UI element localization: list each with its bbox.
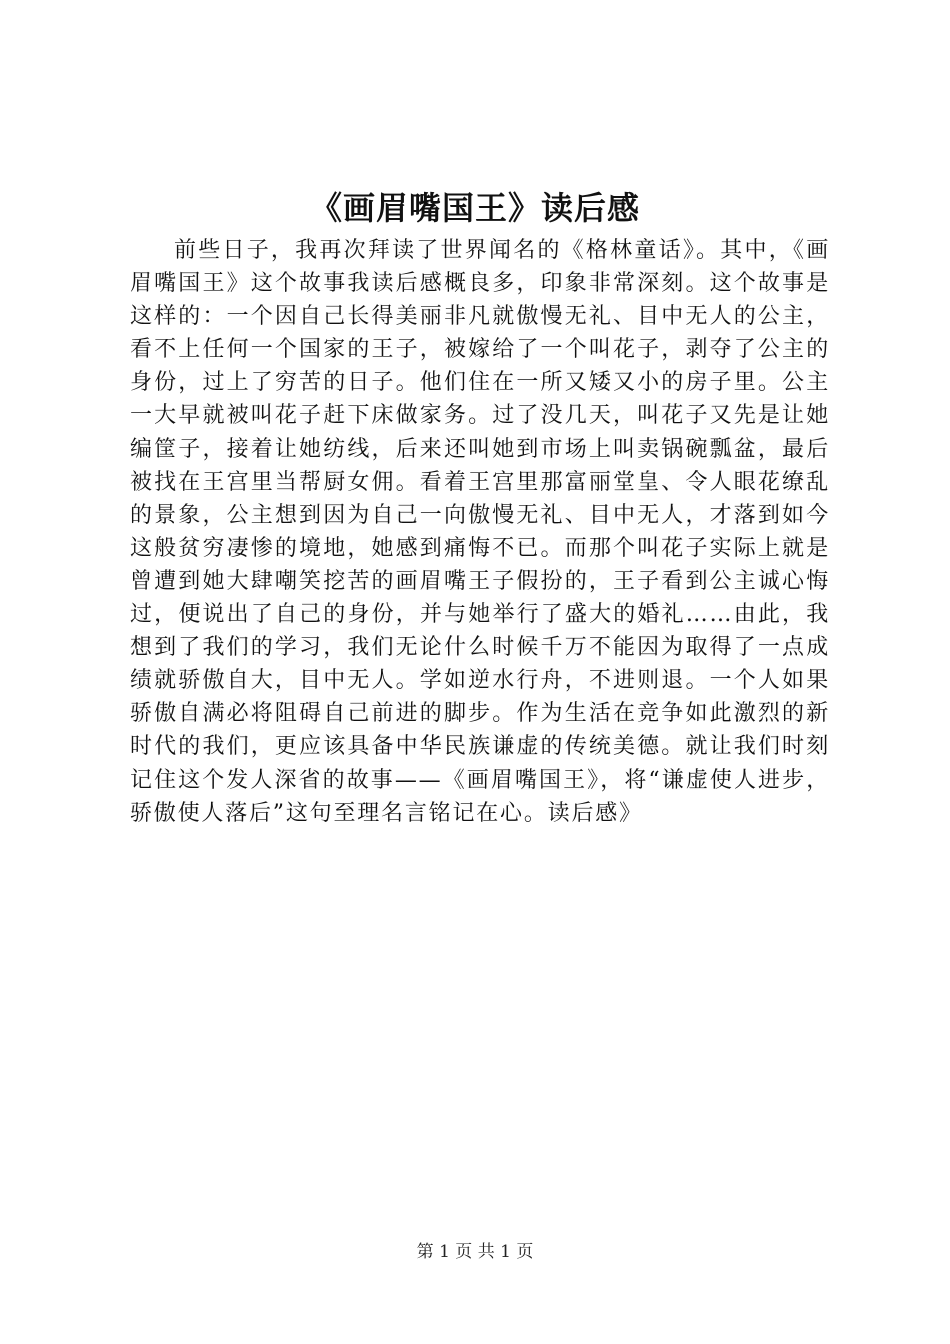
body-paragraph: 前些日子，我再次拜读了世界闻名的《格林童话》。其中，《画眉嘴国王》这个故事我读后感概良多，印象非常深刻。这个故事是这样的：一个因自己长得美丽非凡就傲慢无礼、目中无人的公主，看不上任何一个国家的王子，被嫁给了一个叫花子，剥夺了公主的身份，过上了穷苦的日子。他们住在一所又矮又小的房子里。公主一大早就被叫花子赶下床做家务。过了没几天，叫花子又先是让她编筐子，接着让她纺线，后来还叫她到市场上叫卖锅碗瓢盆，最后被找在王宫里当帮厨女佣。看着王宫里那富丽堂皇、令人眼花缭乱的景象，公主想到因为自己一向傲慢无礼、目中无人，才落到如今这般贫穷凄惨的境地，她感到痛悔不已。而那个叫花子实际上就是曾遭到她大肆嘲笑挖苦的画眉嘴王子假扮的，王子看到公主诚心悔过，便说出了自己的身份，并与她举行了盛大的婚礼……由此，我想到了我们的学习，我们无论什么时候千万不能因为取得了一点成绩就骄傲自大，目中无人。学如逆水行舟，不进则退。一个人如果骄傲自满必将阻碍自己前进的脚步。作为生活在竞争如此激烈的新时代的我们，更应该具备中华民族谦虚的传统美德。就让我们时刻记住这个发人深省的故事——《画眉嘴国王》，将“谦虚使人进步，骄傲使人落后”这句至理名言铭记在心。读后感》 bbox=[130, 238, 830, 826]
document-title: 《画眉嘴国王》读后感 bbox=[309, 189, 640, 227]
page-number-footer: 第 1 页 共 1 页 bbox=[416, 1242, 534, 1262]
